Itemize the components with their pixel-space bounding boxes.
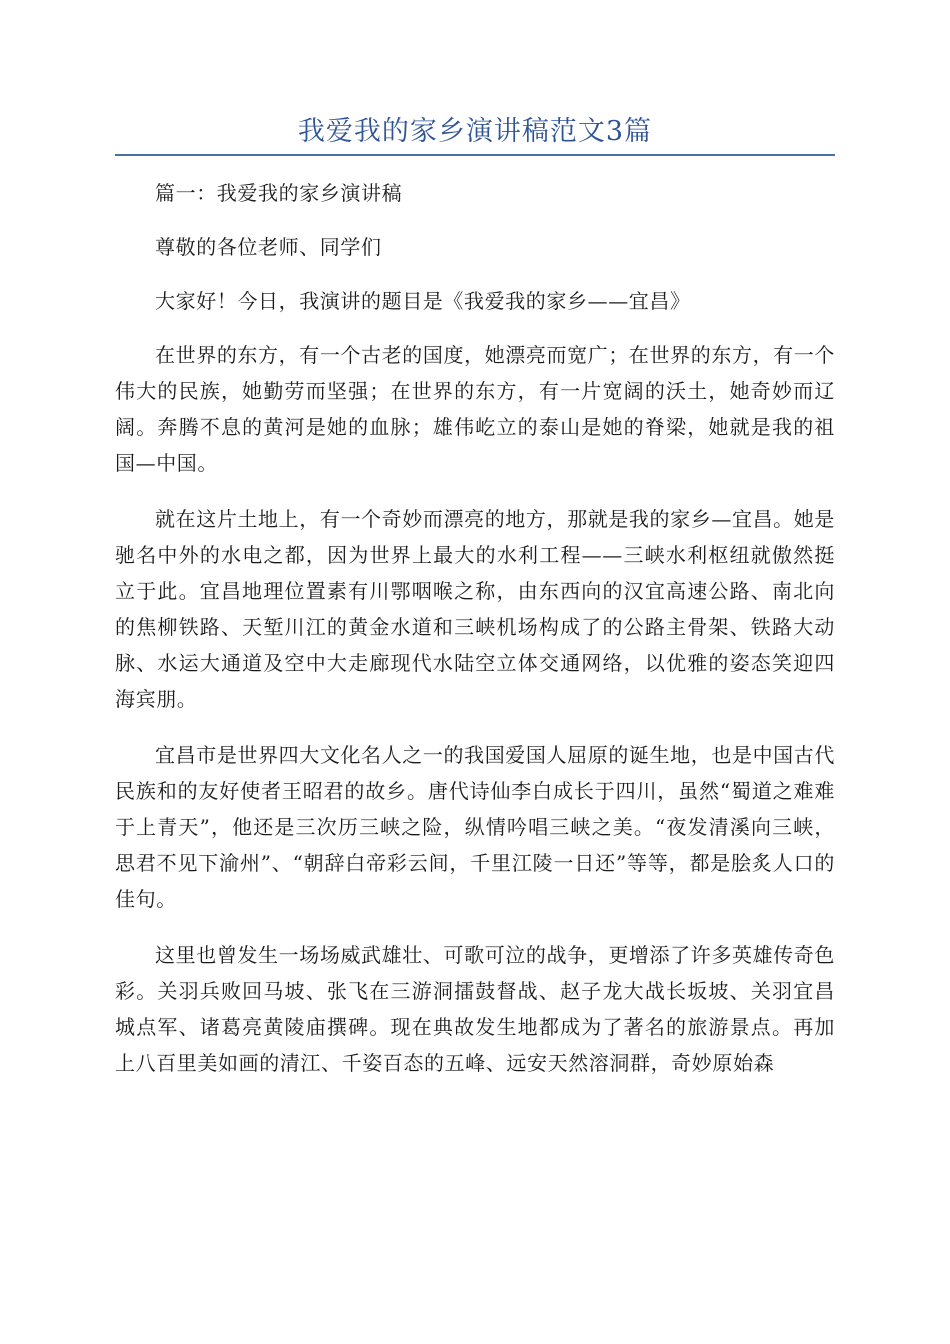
body-paragraph: 就在这片土地上，有一个奇妙而漂亮的地方，那就是我的家乡—宜昌。她是驰名中外的水电之都，因为世界上最大的水利工程——三峡水利枢纽就傲然挺立于此。宜昌地理位置素有川鄂咽喉之称，由东西向的汉宜高速公路、南北向的焦柳铁路、天堑川江的黄金水道和三峡机场构成了的公路主骨架、铁路大动脉、水运大通道及空中大走廊现代水陆空立体交通网络，以优雅的姿态笑迎四海宾朋。: [115, 507, 835, 711]
body-paragraph: 这里也曾发生一场场威武雄壮、可歌可泣的战争，更增添了许多英雄传奇色彩。关羽兵败回马坡、张飞在三游洞擂鼓督战、赵子龙大战长坂坡、关羽宜昌城点军、诸葛亮黄陵庙撰碑。现在典故发生地都成为了著名的旅游景点。再加上八百里美如画的清江、千姿百态的五峰、远安天然溶洞群，奇妙原始森: [115, 943, 835, 1075]
document-title: 我爱我的家乡演讲稿范文3篇: [297, 116, 653, 147]
title-underline: [115, 154, 835, 156]
section-heading: 篇一：我爱我的家乡演讲稿: [155, 181, 403, 205]
body-paragraph: 在世界的东方，有一个古老的国度，她漂亮而宽广；在世界的东方，有一个伟大的民族，她勤劳而坚强；在世界的东方，有一片宽阔的沃土，她奇妙而辽阔。奔腾不息的黄河是她的血脉；雄伟屹立的泰山是她的脊梁，她就是我的祖国—中国。: [115, 343, 835, 475]
greeting-paragraph: 大家好！今日，我演讲的题目是《我爱我的家乡——宜昌》: [155, 289, 691, 313]
salutation: 尊敬的各位老师、同学们: [155, 235, 382, 259]
document-body: [115, 175, 835, 1101]
body-paragraph: 宜昌市是世界四大文化名人之一的我国爱国人屈原的诞生地，也是中国古代民族和的友好使者王昭君的故乡。唐代诗仙李白成长于四川，虽然“蜀道之难难于上青天”，他还是三次历三峡之险，纵情吟唱三峡之美。“夜发清溪向三峡，思君不见下渝州”、“朝辞白帝彩云间，千里江陵一日还”等等，都是脍炙人口的佳句。: [115, 743, 835, 911]
